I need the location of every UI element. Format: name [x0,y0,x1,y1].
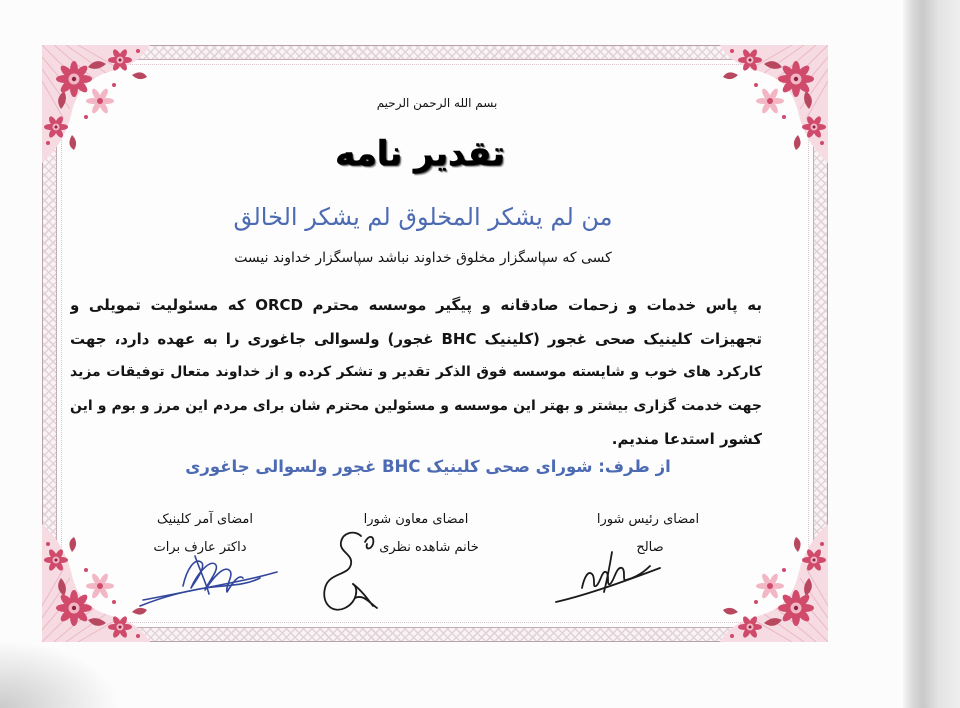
signatory-role-clinic-head: امضای آمر کلینیک [157,512,253,527]
corner-ornament-top-left [42,45,150,163]
body-line: تجهیزات کلینیک صحی غجور (کلینیک BHC غجور) ولسوالی جاغوری را به عهده دارد، جهت [70,330,762,348]
signature-council-head [552,548,664,606]
signature-clinic-head [135,548,285,610]
certificate-title: تقدیر نامه [335,134,505,174]
signatory-name-council-deputy: خانم شاهده نظری [379,540,479,555]
signatory-name-clinic-head: داکتر عارف برات [153,540,247,555]
body-line: به پاس خدمات و زحمات صادقانه و پیگیر موسسه محترم ORCD که مسئولیت تمویلی و [70,296,762,314]
signatory-role-council-head: امضای رئیس شورا [596,512,700,527]
corner-ornament-top-right [720,45,828,163]
body-line: کشور استدعا مندیم. [611,430,762,448]
scan-shadow [0,640,120,708]
signatory-role-council-deputy: امضای معاون شورا [363,512,469,527]
signatory-name-council-head: صالح [636,540,664,555]
corner-ornament-bottom-right [720,524,828,642]
basmala: بسم الله الرحمن الرحیم [376,96,498,110]
body-line: جهت خدمت گزاری بیشتر و بهتر این موسسه و مسئولین محترم شان برای مردم این مرز و بوم و این [70,398,762,414]
hadith-translation: کسی که سپاسگزار مخلوق خداوند نباشد سپاسگزار خداوند نیست [234,250,612,266]
body-line: کارکرد های خوب و شایسته موسسه فوق الذکر تقدیر و تشکر کرده و از خداوند متعال توفیقات مزید [70,364,762,380]
signature-council-deputy [315,528,390,616]
issuer-line: از طرف: شورای صحی کلینیک BHC غجور ولسوالی جاغوری [185,457,671,476]
hadith-quote: من لم یشکر المخلوق لم یشکر الخالق [233,203,613,231]
scanner-edge [903,0,960,708]
